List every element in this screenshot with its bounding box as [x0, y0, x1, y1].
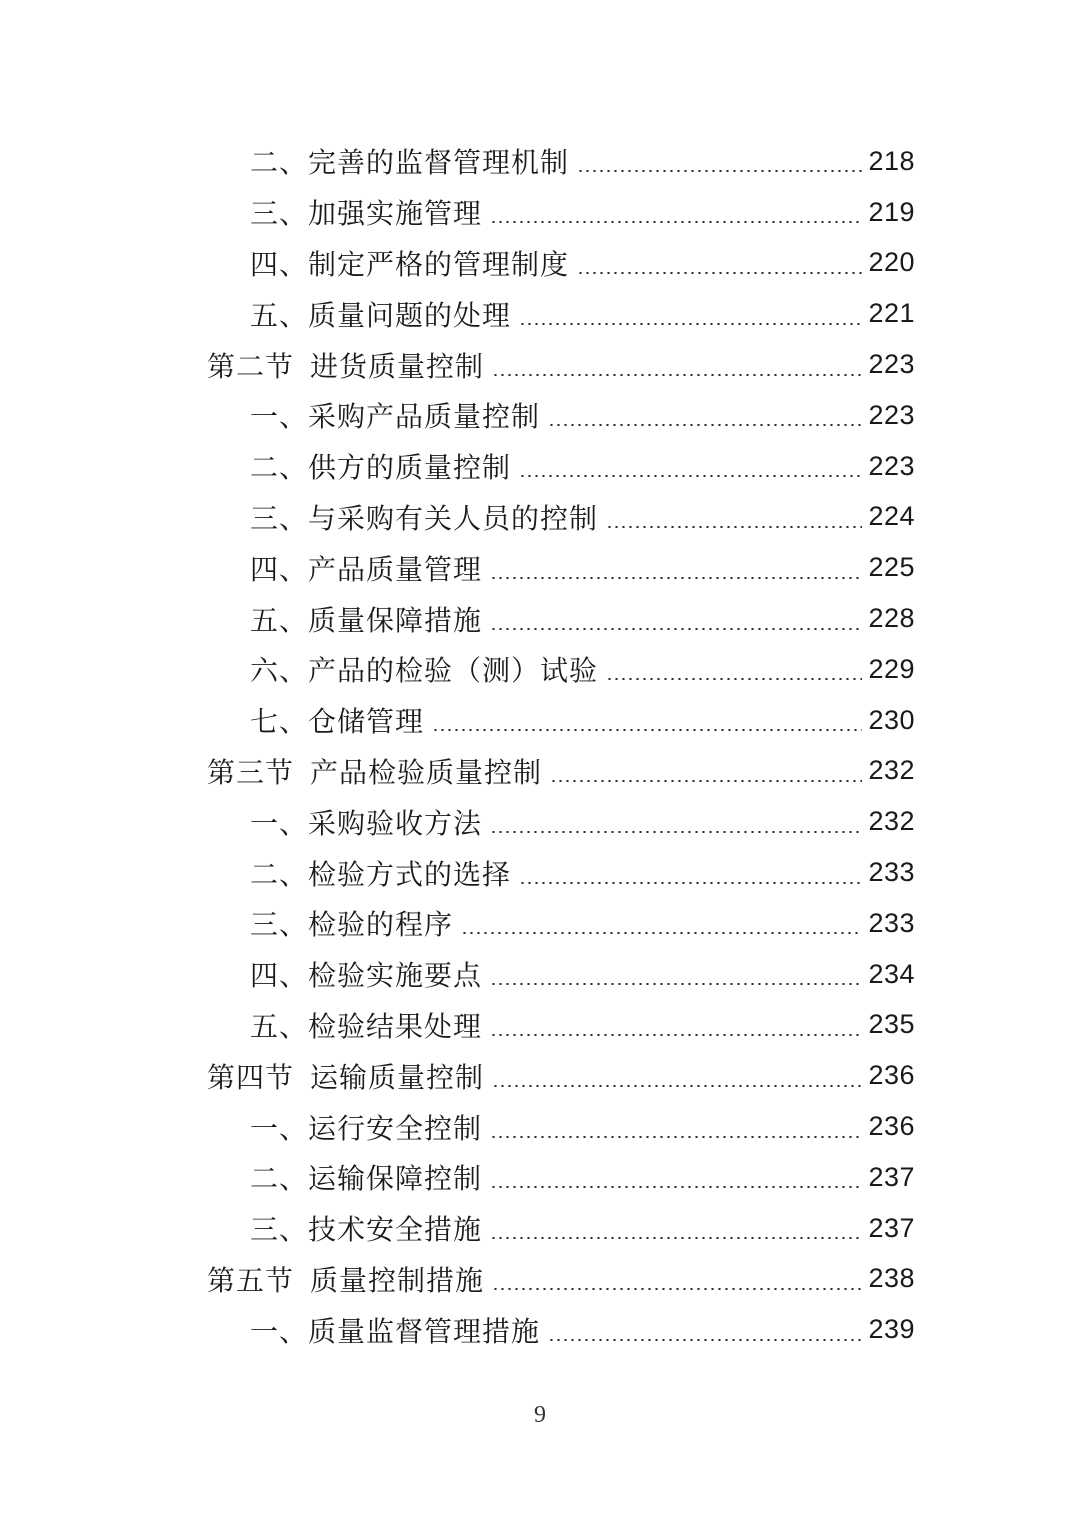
toc-entry-number: 二、 — [250, 146, 309, 180]
toc-entry-page-number: 225 — [868, 552, 915, 583]
toc-entry-title: 运行安全控制 — [308, 1111, 483, 1145]
toc-entry-label — [250, 141, 569, 181]
toc-entry-number: 二、 — [250, 857, 309, 891]
toc-entry-number: 四、 — [250, 247, 309, 281]
dot-leader — [548, 1339, 862, 1341]
toc-entry-title: 质量保障措施 — [308, 603, 483, 637]
toc-entry-number: 六、 — [250, 654, 309, 688]
toc-entry-number: 三、 — [250, 1213, 309, 1247]
dot-leader — [461, 932, 862, 934]
toc-entry-label — [250, 853, 511, 893]
dot-leader — [490, 577, 862, 579]
toc-entry-label — [250, 294, 511, 334]
toc-section-entry — [0, 1254, 1080, 1305]
dot-leader — [606, 678, 862, 680]
toc-entry-page-number: 221 — [868, 298, 915, 329]
toc-entry-page-number: 223 — [868, 450, 915, 481]
toc-entry-page-number: 224 — [868, 501, 915, 532]
toc-entry-number: 二、 — [250, 1162, 309, 1196]
toc-subsection-entry — [0, 187, 1080, 238]
toc-entry-title: 运输保障控制 — [308, 1162, 483, 1196]
dot-leader — [492, 1288, 862, 1290]
toc-entry-label — [250, 1310, 540, 1350]
toc-entry-number: 五、 — [250, 298, 309, 332]
toc-entry-title: 产品质量管理 — [308, 552, 483, 586]
toc-entry-label — [250, 903, 453, 943]
dot-leader — [490, 831, 862, 833]
toc-entry-page-number: 237 — [868, 1161, 915, 1192]
toc-entry-label — [250, 548, 482, 588]
toc-entry-number: 一、 — [250, 1111, 309, 1145]
toc-entry-label — [250, 192, 482, 232]
toc-subsection-entry — [0, 1000, 1080, 1051]
toc-entry-title: 与采购有关人员的控制 — [308, 501, 599, 535]
toc-subsection-entry — [0, 1101, 1080, 1152]
toc-entry-number: 七、 — [250, 705, 309, 739]
dot-leader — [490, 628, 862, 630]
toc-entry-number: 一、 — [250, 400, 309, 434]
toc-entry-page-number: 238 — [868, 1263, 915, 1294]
table-of-contents — [0, 136, 1080, 1355]
dot-leader — [548, 424, 862, 426]
dot-leader — [490, 1136, 862, 1138]
toc-subsection-entry — [0, 644, 1080, 695]
dot-leader — [490, 221, 862, 223]
toc-entry-number: 第二节 — [207, 349, 295, 383]
toc-subsection-entry — [0, 796, 1080, 847]
toc-entry-page-number: 223 — [868, 399, 915, 430]
toc-subsection-entry — [0, 1203, 1080, 1254]
toc-entry-title: 技术安全措施 — [308, 1213, 483, 1247]
toc-subsection-entry — [0, 542, 1080, 593]
toc-subsection-entry — [0, 238, 1080, 289]
toc-subsection-entry — [0, 390, 1080, 441]
toc-entry-label — [250, 954, 482, 994]
toc-entry-title: 检验实施要点 — [308, 959, 483, 993]
toc-entry-title: 制定严格的管理制度 — [308, 247, 570, 281]
toc-entry-page-number: 235 — [868, 1009, 915, 1040]
page-number: 9 — [534, 1402, 546, 1428]
toc-entry-title: 采购验收方法 — [308, 806, 483, 840]
toc-entry-label — [207, 1259, 484, 1299]
toc-entry-title: 质量问题的处理 — [308, 298, 512, 332]
toc-entry-title: 供方的质量控制 — [308, 451, 512, 485]
dot-leader — [577, 170, 862, 172]
toc-entry-number: 一、 — [250, 806, 309, 840]
toc-subsection-entry — [0, 898, 1080, 949]
toc-section-entry — [0, 339, 1080, 390]
toc-entry-title: 质量监督管理措施 — [308, 1314, 541, 1348]
toc-entry-title: 采购产品质量控制 — [308, 400, 541, 434]
toc-entry-page-number: 236 — [868, 1111, 915, 1142]
toc-entry-page-number: 223 — [868, 349, 915, 380]
toc-entry-label — [250, 446, 511, 486]
toc-section-entry — [0, 1050, 1080, 1101]
toc-subsection-entry — [0, 288, 1080, 339]
toc-entry-number: 三、 — [250, 501, 309, 535]
toc-entry-label — [207, 751, 542, 791]
toc-entry-number: 四、 — [250, 959, 309, 993]
toc-entry-label — [250, 1107, 482, 1147]
toc-entry-page-number: 232 — [868, 755, 915, 786]
toc-entry-number: 第三节 — [207, 755, 295, 789]
toc-entry-title: 进货质量控制 — [310, 349, 485, 383]
toc-subsection-entry — [0, 1304, 1080, 1355]
toc-entry-title: 产品检验质量控制 — [310, 755, 543, 789]
toc-entry-number: 五、 — [250, 1009, 309, 1043]
dot-leader — [519, 882, 862, 884]
toc-entry-title: 检验结果处理 — [308, 1009, 483, 1043]
toc-subsection-entry — [0, 136, 1080, 187]
toc-entry-label — [250, 649, 598, 689]
toc-entry-label — [250, 802, 482, 842]
toc-entry-page-number: 220 — [868, 247, 915, 278]
toc-entry-title: 运输质量控制 — [310, 1060, 485, 1094]
dot-leader — [490, 1186, 862, 1188]
toc-subsection-entry — [0, 847, 1080, 898]
toc-entry-number: 四、 — [250, 552, 309, 586]
toc-entry-page-number: 229 — [868, 653, 915, 684]
dot-leader — [490, 1034, 862, 1036]
toc-entry-page-number: 218 — [868, 145, 915, 176]
dot-leader — [490, 983, 862, 985]
toc-entry-title: 加强实施管理 — [308, 197, 483, 231]
dot-leader — [432, 729, 862, 731]
toc-entry-title: 检验的程序 — [308, 908, 454, 942]
toc-entry-page-number: 239 — [868, 1314, 915, 1345]
toc-section-entry — [0, 746, 1080, 797]
toc-subsection-entry — [0, 695, 1080, 746]
toc-entry-page-number: 232 — [868, 806, 915, 837]
toc-entry-page-number: 230 — [868, 704, 915, 735]
dot-leader — [606, 526, 862, 528]
toc-entry-title: 仓储管理 — [308, 705, 425, 739]
toc-entry-title: 质量控制措施 — [310, 1263, 485, 1297]
toc-entry-label — [250, 395, 540, 435]
toc-entry-label — [250, 497, 598, 537]
toc-entry-page-number: 228 — [868, 603, 915, 634]
toc-entry-page-number: 236 — [868, 1060, 915, 1091]
toc-entry-label — [250, 1157, 482, 1197]
dot-leader — [492, 1085, 862, 1087]
toc-entry-title: 产品的检验（测）试验 — [308, 654, 599, 688]
toc-subsection-entry — [0, 949, 1080, 1000]
toc-subsection-entry — [0, 593, 1080, 644]
toc-subsection-entry — [0, 1152, 1080, 1203]
toc-entry-label — [250, 1005, 482, 1045]
toc-entry-number: 三、 — [250, 197, 309, 231]
dot-leader — [577, 272, 862, 274]
toc-entry-number: 三、 — [250, 908, 309, 942]
toc-entry-label — [250, 1208, 482, 1248]
toc-entry-number: 五、 — [250, 603, 309, 637]
toc-entry-page-number: 233 — [868, 857, 915, 888]
toc-entry-number: 第五节 — [207, 1263, 295, 1297]
toc-entry-number: 一、 — [250, 1314, 309, 1348]
toc-entry-title: 完善的监督管理机制 — [308, 146, 570, 180]
toc-entry-label — [250, 243, 569, 283]
dot-leader — [492, 374, 862, 376]
dot-leader — [519, 475, 862, 477]
toc-entry-label — [250, 700, 424, 740]
toc-entry-title: 检验方式的选择 — [308, 857, 512, 891]
toc-entry-page-number: 233 — [868, 907, 915, 938]
toc-entry-label — [207, 345, 484, 385]
toc-subsection-entry — [0, 492, 1080, 543]
dot-leader — [519, 323, 862, 325]
toc-subsection-entry — [0, 441, 1080, 492]
toc-entry-page-number: 237 — [868, 1212, 915, 1243]
toc-entry-label — [250, 599, 482, 639]
toc-entry-label — [207, 1056, 484, 1096]
toc-entry-number: 第四节 — [207, 1060, 295, 1094]
toc-entry-page-number: 219 — [868, 196, 915, 227]
dot-leader — [490, 1237, 862, 1239]
dot-leader — [550, 780, 862, 782]
toc-entry-number: 二、 — [250, 451, 309, 485]
toc-entry-page-number: 234 — [868, 958, 915, 989]
